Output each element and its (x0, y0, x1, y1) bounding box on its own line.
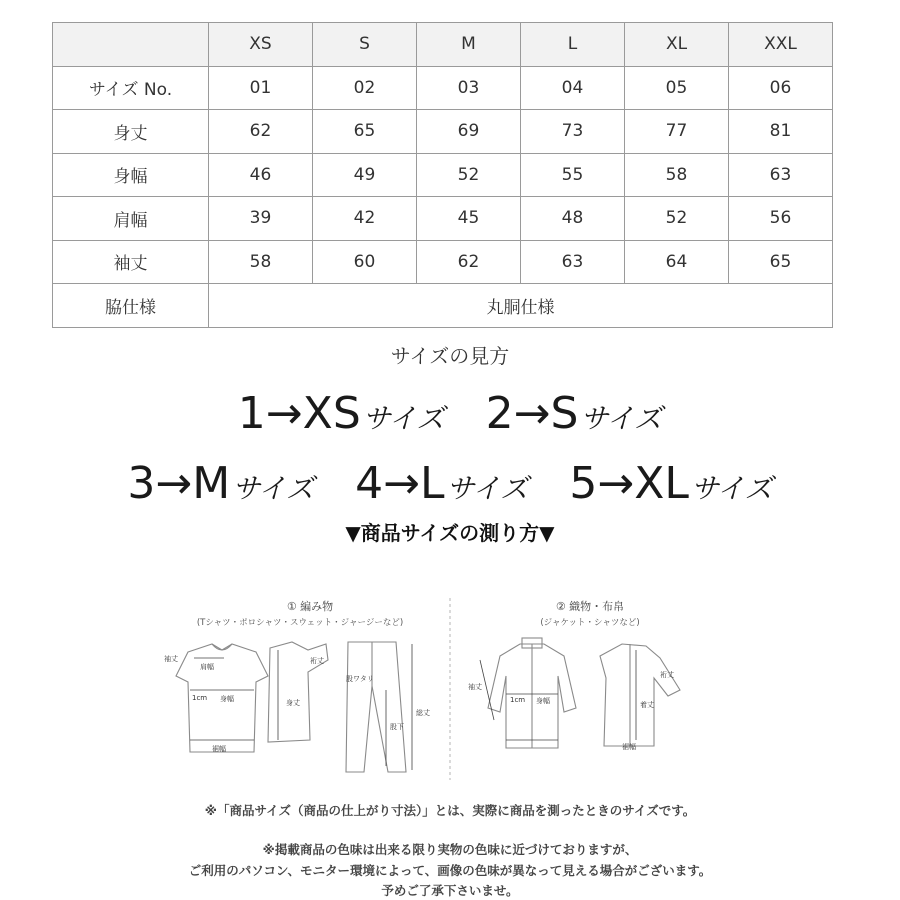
finished-size-note: ※「商品サイズ（商品の仕上がり寸法）」とは、実際に商品を測ったときのサイズです。 (204, 803, 696, 818)
size-mapping-item (127, 458, 314, 509)
table-cell: 77 (625, 110, 729, 154)
size-number: 1 (237, 388, 266, 439)
size-number: 3 (127, 458, 156, 509)
arrow-icon: → (383, 458, 420, 509)
row-label: 身幅 (53, 153, 209, 197)
row-label: 肩幅 (53, 197, 209, 241)
label-hem: 裾幅 (622, 743, 636, 751)
label-body-width: 身幅 (220, 695, 234, 703)
table-cell: 62 (417, 240, 521, 284)
table-cell: 46 (209, 153, 313, 197)
knit-panel-subtitle: (Tシャツ・ポロシャツ・スウェット・ジャージーなど) (196, 618, 404, 628)
size-code: M (192, 458, 231, 509)
table-cell: 65 (729, 240, 833, 284)
table-cell: 42 (313, 197, 417, 241)
label-total: 総丈 (416, 709, 430, 717)
size-code: L (419, 458, 445, 509)
size-number: 2 (485, 388, 514, 439)
size-suffix: サイズ (580, 402, 663, 435)
table-cell: 04 (521, 66, 625, 110)
header-cell: S (313, 23, 417, 67)
arrow-icon: → (597, 458, 635, 509)
table-row (53, 110, 833, 154)
size-mapping-item (355, 458, 528, 509)
size-mapping-item (238, 388, 445, 439)
table-cell: 06 (729, 66, 833, 110)
table-cell: 69 (417, 110, 521, 154)
table-cell: 55 (521, 153, 625, 197)
size-mapping-line (0, 458, 900, 509)
header-cell: XS (209, 23, 313, 67)
table-cell: 52 (417, 153, 521, 197)
table-row (53, 153, 833, 197)
side-spec-row (53, 284, 833, 328)
color-note: ※掲載商品の色味は出来る限り実物の色味に近づけておりますが、 (262, 842, 638, 857)
knit-panel-title: ① 編み物 (286, 600, 334, 613)
label-watari: 股ワタリ (346, 675, 374, 683)
size-number: 4 (355, 458, 384, 509)
header-empty-cell (53, 23, 209, 67)
label-cm: 1cm (192, 694, 208, 702)
size-code: XS (302, 388, 361, 439)
size-suffix: サイズ (232, 472, 314, 505)
arrow-icon: → (513, 388, 551, 439)
table-cell: 05 (625, 66, 729, 110)
table-cell: 39 (209, 197, 313, 241)
label-yuki: 裄丈 (660, 671, 674, 679)
size-code: S (550, 388, 579, 439)
row-label: 袖丈 (53, 240, 209, 284)
size-code: XL (634, 458, 689, 509)
table-cell: 60 (313, 240, 417, 284)
woven-panel-subtitle: (ジャケット・シャツなど) (540, 618, 640, 628)
label-sleeve: 袖丈 (468, 683, 482, 691)
size-guide-title: サイズの見方 (390, 344, 510, 368)
size-table (52, 22, 833, 328)
table-row (53, 240, 833, 284)
label-inseam: 股下 (390, 723, 404, 731)
size-suffix: サイズ (690, 472, 773, 505)
woven-panel-title: ② 織物・布帛 (555, 600, 625, 613)
label-yuki: 裄丈 (310, 657, 324, 665)
label-hem: 裾幅 (212, 745, 226, 753)
size-suffix: サイズ (362, 402, 445, 435)
table-cell: 62 (209, 110, 313, 154)
header-cell: L (521, 23, 625, 67)
table-cell: 52 (625, 197, 729, 241)
table-cell: 63 (729, 153, 833, 197)
table-row (53, 197, 833, 241)
measurement-guide-title: ▼商品サイズの測り方▼ (345, 521, 555, 545)
table-cell: 81 (729, 110, 833, 154)
table-cell: 65 (313, 110, 417, 154)
label-shoulder: 肩幅 (200, 663, 214, 671)
table-row (53, 66, 833, 110)
row-label: 脇仕様 (53, 284, 209, 328)
row-label: サイズ No. (53, 66, 209, 110)
color-note: 予めご了承下さいませ。 (381, 883, 519, 898)
side-spec-value: 丸胴仕様 (209, 284, 833, 328)
row-label: 身丈 (53, 110, 209, 154)
table-cell: 49 (313, 153, 417, 197)
table-cell: 64 (625, 240, 729, 284)
table-cell: 48 (521, 197, 625, 241)
size-suffix: サイズ (446, 472, 529, 505)
size-table-header-row (53, 23, 833, 67)
header-cell: M (417, 23, 521, 67)
table-cell: 56 (729, 197, 833, 241)
size-mapping-line (0, 388, 900, 439)
color-note: ご利用のパソコン、モニター環境によって、画像の色味が異なって見える場合がございます。 (188, 863, 712, 878)
measurement-diagram (160, 590, 740, 790)
size-mapping-item (486, 388, 663, 439)
label-sleeve: 袖丈 (164, 655, 178, 663)
table-cell: 73 (521, 110, 625, 154)
garment-illustrations (160, 590, 740, 790)
table-cell: 02 (313, 66, 417, 110)
table-cell: 63 (521, 240, 625, 284)
arrow-icon: → (265, 388, 303, 439)
label-length: 身丈 (286, 699, 300, 707)
header-cell: XXL (729, 23, 833, 67)
header-cell: XL (625, 23, 729, 67)
size-mapping-item (569, 458, 772, 509)
arrow-icon: → (155, 458, 193, 509)
table-cell: 01 (209, 66, 313, 110)
table-cell: 45 (417, 197, 521, 241)
table-cell: 03 (417, 66, 521, 110)
label-cm: 1cm (510, 696, 526, 704)
table-cell: 58 (625, 153, 729, 197)
label-body-width: 身幅 (536, 697, 550, 705)
table-cell: 58 (209, 240, 313, 284)
size-number: 5 (569, 458, 598, 509)
label-length: 着丈 (640, 701, 654, 709)
